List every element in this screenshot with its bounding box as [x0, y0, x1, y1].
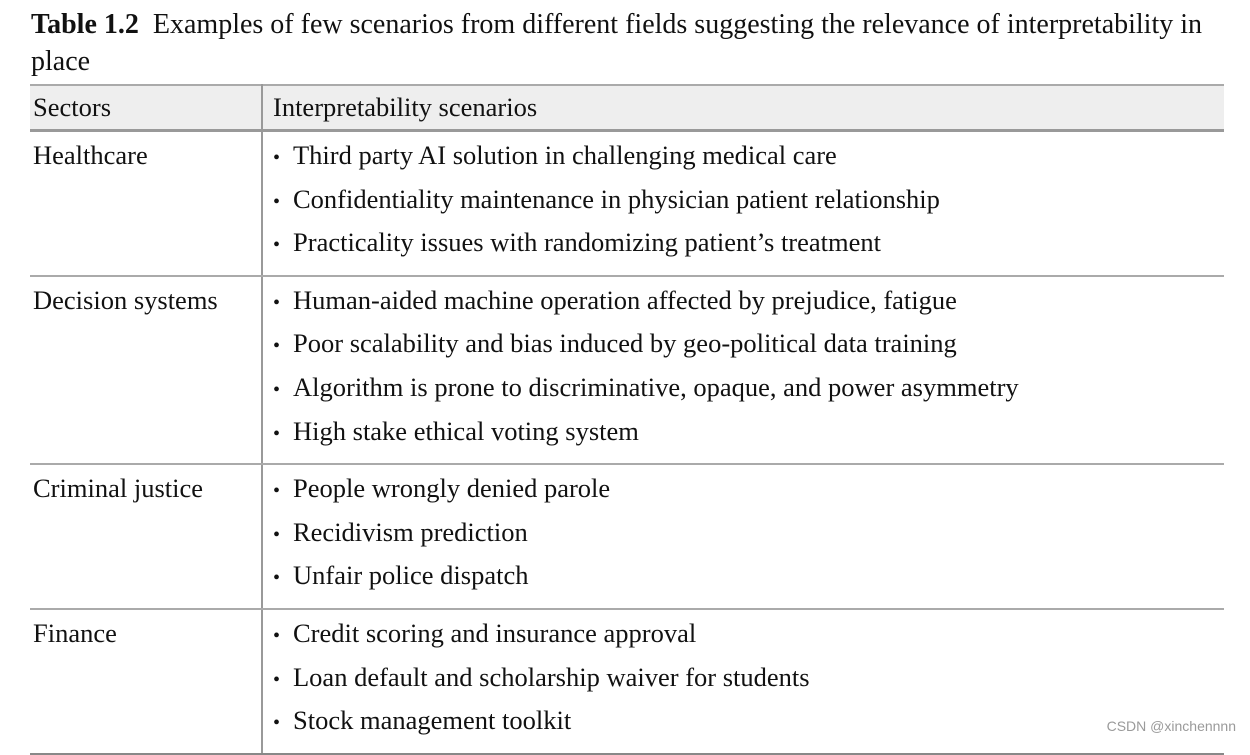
- bullet-icon: •: [273, 712, 281, 735]
- table-caption-text: Examples of few scenarios from different fields suggesting the relevance of interpretability in place: [31, 9, 1203, 77]
- bullet-icon: •: [273, 378, 281, 401]
- scenario-text: Poor scalability and bias induced by geo-political data training: [293, 328, 957, 359]
- list-item: [273, 703, 1224, 747]
- table-caption: [31, 6, 1226, 80]
- list-item: [273, 616, 1224, 660]
- list-item: [273, 558, 1224, 602]
- header-scenarios: Interpretability scenarios: [262, 85, 1224, 131]
- table-label: Table 1.2: [31, 9, 139, 40]
- scenarios-cell: [262, 131, 1224, 276]
- scenario-text: Stock management toolkit: [293, 705, 572, 736]
- scenario-text: Practicality issues with randomizing patient’s treatment: [293, 227, 882, 258]
- bullet-icon: •: [273, 147, 281, 169]
- bullet-icon: •: [273, 668, 281, 691]
- table-row-healthcare: [30, 131, 1224, 276]
- bullet-icon: •: [273, 624, 281, 647]
- table-row-finance: [30, 609, 1224, 754]
- scenario-text: Credit scoring and insurance approval: [293, 617, 697, 648]
- list-item: [273, 182, 1224, 226]
- header-sectors: Sectors: [30, 85, 262, 131]
- bullet-icon: •: [273, 234, 281, 257]
- list-item: [273, 326, 1224, 370]
- scenarios-cell: [262, 464, 1224, 609]
- scenarios-table: [30, 84, 1224, 755]
- bullet-icon: •: [273, 422, 281, 445]
- scenario-text: People wrongly denied parole: [293, 473, 611, 504]
- scenario-text: Human-aided machine operation affected by prejudice, fatigue: [293, 284, 957, 315]
- list-item: [273, 370, 1224, 414]
- scenario-text: Recidivism prediction: [293, 516, 528, 547]
- sector-cell: Finance: [30, 609, 262, 754]
- table-row-criminal-justice: [30, 464, 1224, 609]
- table-row-decision-systems: [30, 276, 1224, 464]
- list-item: [273, 138, 1224, 182]
- scenario-text: Third party AI solution in challenging medical care: [293, 140, 837, 170]
- list-item: [273, 660, 1224, 704]
- scenario-text: Loan default and scholarship waiver for students: [293, 661, 810, 692]
- scenario-text: Unfair police dispatch: [293, 560, 529, 591]
- scenario-text: Confidentiality maintenance in physician patient relationship: [293, 183, 940, 214]
- list-item: [273, 283, 1224, 327]
- bullet-icon: •: [273, 291, 281, 314]
- list-item: [273, 515, 1224, 559]
- scenarios-cell: [262, 276, 1224, 464]
- bullet-icon: •: [273, 335, 281, 358]
- scenario-text: Algorithm is prone to discriminative, opaque, and power asymmetry: [293, 371, 1019, 402]
- list-item: [273, 471, 1224, 515]
- watermark: CSDN @xinchennnn: [1106, 718, 1236, 734]
- bullet-icon: •: [273, 480, 281, 503]
- bullet-icon: •: [273, 523, 281, 546]
- list-item: [273, 414, 1224, 458]
- list-item: [273, 225, 1224, 269]
- sector-cell: Healthcare: [30, 131, 262, 276]
- scenarios-cell: [262, 609, 1224, 754]
- bullet-icon: •: [273, 567, 281, 590]
- sector-cell: Decision systems: [30, 276, 262, 464]
- table-header-row: [30, 85, 1224, 131]
- sector-cell: Criminal justice: [30, 464, 262, 609]
- bullet-icon: •: [273, 190, 281, 213]
- scenario-text: High stake ethical voting system: [293, 415, 639, 446]
